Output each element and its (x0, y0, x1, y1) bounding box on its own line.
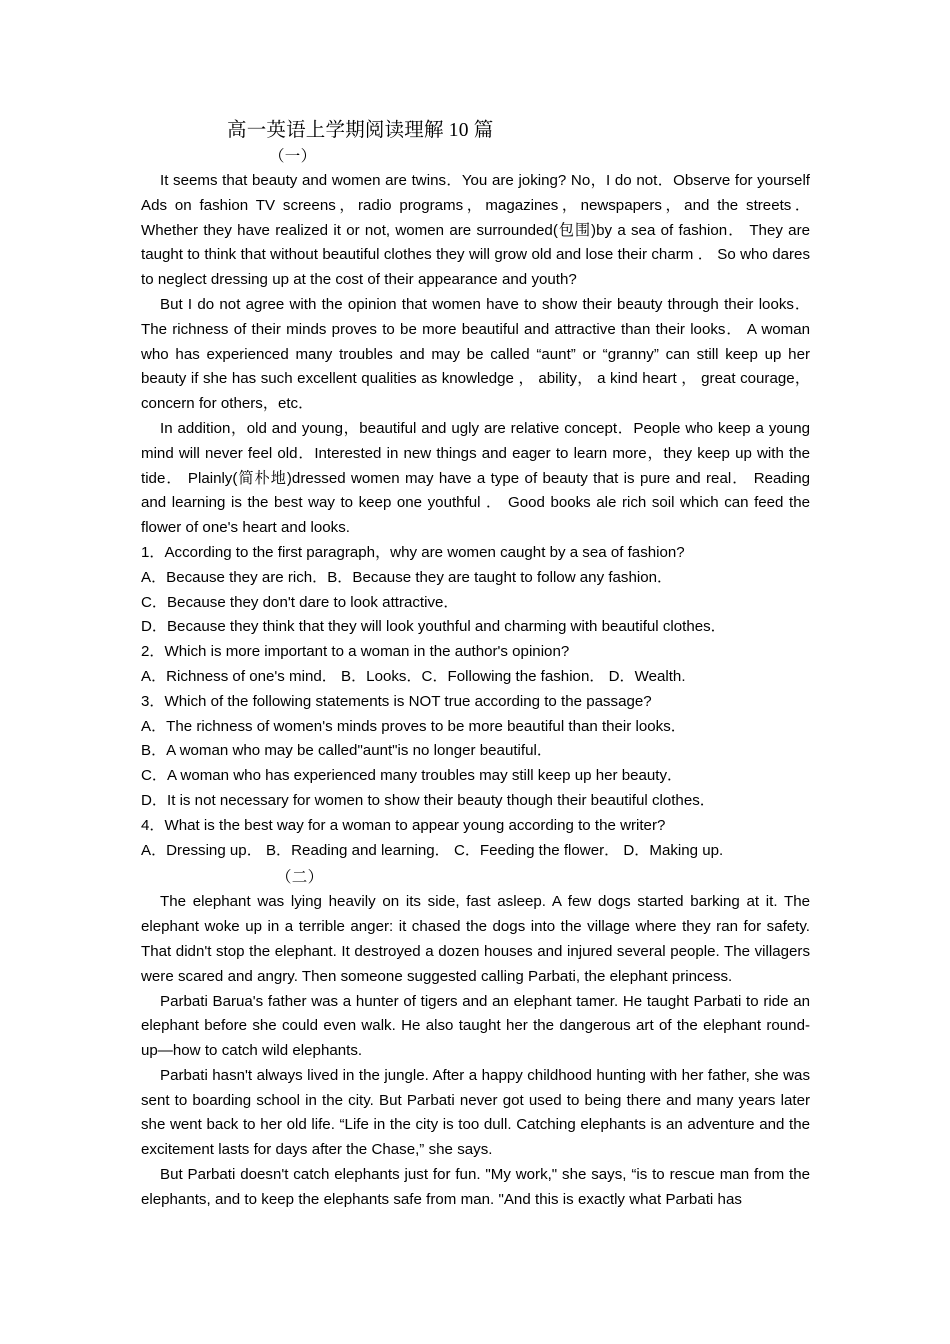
question-item: 4．What is the best way for a woman to appear young according to the writer? (141, 816, 666, 834)
page-title: 高一英语上学期阅读理解 10 篇 (227, 120, 494, 141)
question-item: B．A woman who may be called"aunt"is no longer beautiful． (141, 742, 552, 760)
passage-two-paragraph-1: The elephant was lying heavily on its side, fast asleep. A few dogs started barking at it. The elephant woke up in a terrible anger: it chased the dogs into the village where they ran for safety. That didn't stop the elephant. It destroyed a dozen houses and injured several people. The villagers were scared and angry. Then someone suggested calling Parbati, the elephant princess. (141, 893, 810, 985)
question-item: 1．According to the first paragraph，why are women caught by a sea of fashion? (141, 543, 685, 561)
question-item: A．The richness of women's minds proves to be more beautiful than their looks． (141, 717, 686, 735)
section-header-one: （一） (269, 148, 317, 165)
question-item: 3．Which of the following statements is NOT true according to the passage? (141, 692, 652, 710)
question-item: D．It is not necessary for women to show their beauty though their beautiful clothes． (141, 791, 715, 809)
question-item: A．Richness of one's mind． B．Looks．C．Following the fashion． D．Wealth. (141, 667, 686, 685)
document-content (141, 118, 810, 1213)
section-header-two: （二） (276, 869, 324, 887)
passage-two-paragraph-4: But Parbati doesn't catch elephants just for fun. "My work," she says, “is to rescue man from the elephants, and to keep the elephants safe from man. "And this is exactly what Parbati has (141, 1166, 810, 1208)
passage-two-paragraph-2: Parbati Barua's father was a hunter of tigers and an elephant tamer. He taught Parbati to ride an elephant before she could even walk. He also taught her the dangerous art of the elephant round-up—how to catch wild elephants. (141, 992, 810, 1060)
passage-two-paragraph-3: Parbati hasn't always lived in the jungle. After a happy childhood hunting with her father, she was sent to boarding school in the city. But Parbati never got used to being there and many years later she went back to her old life. “Life in the city is too dull. Catching elephants is an adventure and the excitement lasts for days after the Chase,” she says. (141, 1066, 810, 1159)
passage-one-paragraph-1: It seems that beauty and women are twins．You are joking? No，I do not．Observe for yourself Ads on fashion TV screens，radio programs，magazines，newspapers，and the streets．Whether they have realized it or not, women are surrounded(包围)by a sea of fashion． They are taught to think that without beautiful clothes they will grow old and lose their charm ． So who dares to neglect dressing up at the cost of their appearance and youth? (141, 172, 810, 289)
question-item: D．Because they think that they will look youthful and charming with beautiful clothes． (141, 618, 726, 636)
question-item: A．Because they are rich．B．Because they are taught to follow any fashion． (141, 568, 673, 586)
question-item: C．Because they don't dare to look attractive． (141, 593, 459, 611)
passage-one-paragraph-2: But I do not agree with the opinion that women have to show their beauty through their looks．The richness of their minds proves to be more beautiful and attractive than their looks． A woman who has experienced many troubles and may be called “aunt” or “granny” can still keep up her beauty if she has such excellent qualities as knowledge ， ability， a kind heart ， great courage，concern for others，etc． (141, 295, 810, 413)
question-item: 2．Which is more important to a woman in the author's opinion? (141, 643, 570, 661)
question-item: C．A woman who has experienced many troubles may still keep up her beauty． (141, 767, 683, 785)
question-item: A．Dressing up． B．Reading and learning． C．Feeding the flower． D．Making up. (141, 841, 724, 859)
passage-one-paragraph-3: In addition，old and young，beautiful and ugly are relative concept．People who keep a young mind will never feel old．Interested in new things and eager to learn more，they keep up with the tide． Plainly(简朴地)dressed women may have a type of beauty that is pure and real． Reading and learning is the best way to keep one youthful ． Good books ale rich soil which can feed the flower of one's heart and looks. (141, 419, 810, 537)
